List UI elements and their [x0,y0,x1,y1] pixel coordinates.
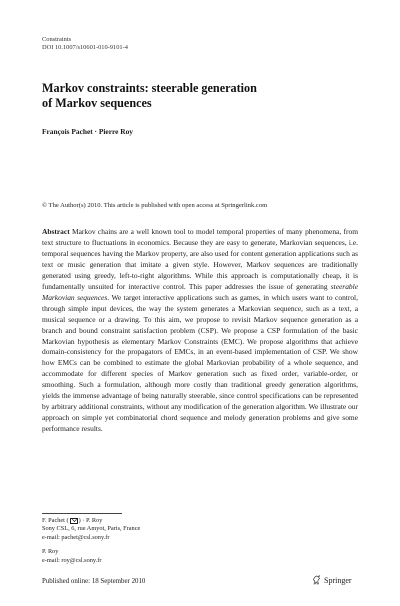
abstract-text-2: . We target interactive applications such as games, in which users want to control, through simple input devices, the way the system generates a Markovian sequence, such as a text, a musical sequence or a drawing. To this aim, we propose to revisit Markov sequence generation as a branch and bound constraint satisfaction problem (CSP). We propose a CSP formulation of the basic Markovian hypothesis as elementary Markov Constraints (EMC). We propose algorithms that achieve domain-consistency for the propagators of EMCs, in an event-based implementation of CSP. We show how EMCs can be combined to estimate the global Markovian probability of a whole sequence, and accommodate for different species of Markov generation such as fixed order, variable-order, or smoothing. Such a formulation, although more costly than traditional greedy generation algorithms, yields the immense advantage of being naturally steerable, since control specifications can be represented by arbitrary additional constraints, without any modification of the generation algorithm. We illustrate our approach on simple yet combinatorial chord sequence and melody generation problems and give some performance results. [42,292,358,434]
footnote-rule [42,513,122,514]
springer-logo [312,575,352,585]
published-date: Published online: 18 September 2010 [42,578,146,585]
author-list: François Pachet · Pierre Roy [42,127,133,136]
springer-wordmark: Springer [324,575,352,585]
footnote-author2: P. Roy [42,548,59,556]
journal-header [42,36,128,53]
footnote-email-1[interactable]: e-mail: pachet@csl.sony.fr [42,533,110,541]
title-line-1: Markov constraints: steerable generation [42,81,257,95]
title-line-2: of Markov sequences [42,95,152,110]
abstract-emphasis: steerable Markovian sequences [42,281,358,302]
footnote-email-2[interactable]: e-mail: roy@csl.sony.fr [42,556,102,564]
footnote-author-line: F. Pachet ( ) · P. Roy [42,517,103,524]
journal-name: Constraints [42,36,72,43]
footnote-author2-inline: · P. Roy [82,517,103,524]
springer-horse-icon [312,575,321,585]
abstract-text-1: Markov chains are a well known tool to model temporal properties of many phenomena, from text structure to fluctuations in economics. Because they are easy to generate, Markovian sequences, i.e. temporal sequences having the Markov property, are also used for content generation applications such as text or music generation that imitate a given style. However, Markov sequences are traditionally generated using greedy, left-to-right algorithms. While this approach is computationally cheap, it is fundamentally unsuited for interactive control. This paper addresses the issue of generating [42,227,358,291]
abstract [42,227,358,435]
footnote-affiliation: Sony CSL, 6, rue Amyot, Paris, France [42,525,141,533]
abstract-label: Abstract [42,227,70,236]
copyright-notice: © The Author(s) 2010. This article is published with open access at Springerlink.com [42,202,268,209]
paper-title [42,81,362,110]
footnote-author1: F. Pachet [42,517,65,524]
doi: DOI 10.1007/s10601-010-9101-4 [42,44,128,52]
envelope-icon [70,518,78,524]
author-footnote [42,517,140,565]
